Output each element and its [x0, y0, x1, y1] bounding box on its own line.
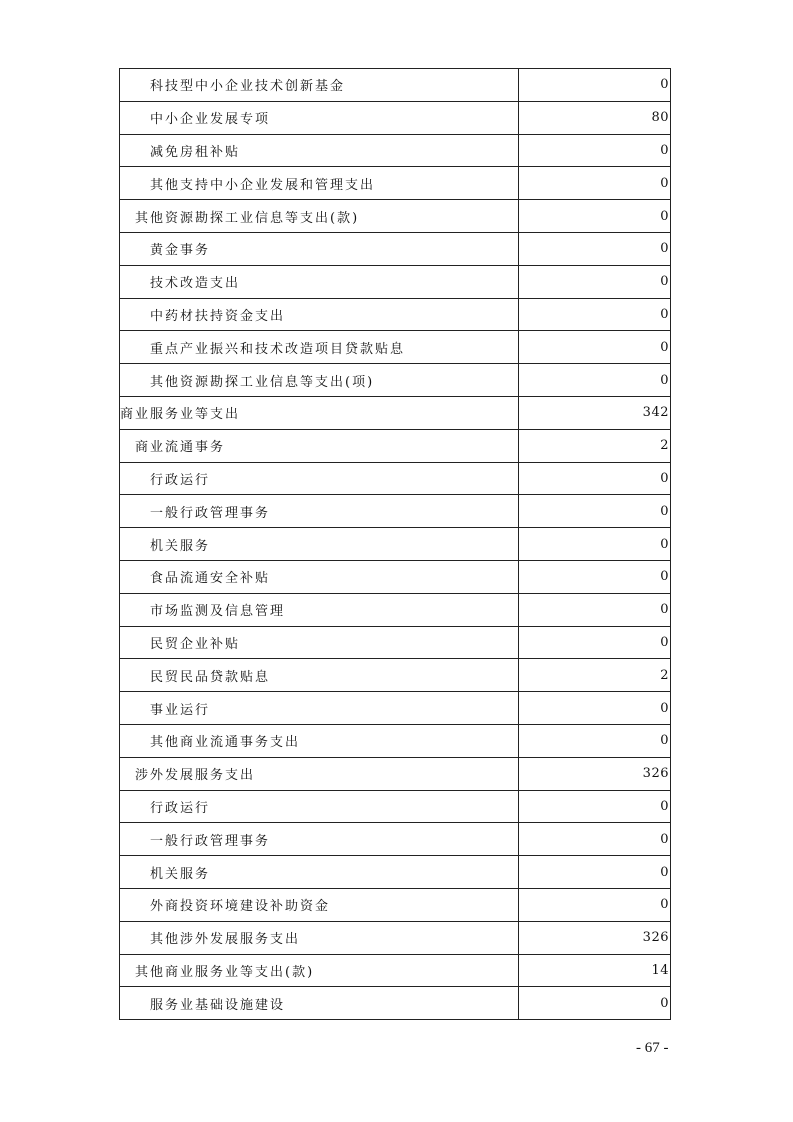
table-row	[120, 856, 671, 889]
item-name-cell: 事业运行	[120, 692, 519, 725]
item-name-cell: 中小企业发展专项	[120, 101, 519, 134]
table-row	[120, 560, 671, 593]
item-name-cell: 行政运行	[120, 790, 519, 823]
item-value-cell: 0	[519, 528, 671, 561]
item-value-cell: 0	[519, 69, 671, 102]
table-row	[120, 462, 671, 495]
item-value-cell: 342	[519, 396, 671, 429]
item-name-cell: 行政运行	[120, 462, 519, 495]
item-value-cell: 0	[519, 790, 671, 823]
item-value-cell: 0	[519, 134, 671, 167]
table-row	[120, 200, 671, 233]
item-value-cell: 0	[519, 232, 671, 265]
item-value-cell: 0	[519, 987, 671, 1020]
item-name-cell: 其他商业服务业等支出(款)	[120, 954, 519, 987]
item-name-cell: 外商投资环境建设补助资金	[120, 888, 519, 921]
item-value-cell: 0	[519, 560, 671, 593]
item-name-cell: 民贸民品贷款贴息	[120, 659, 519, 692]
budget-table	[119, 68, 671, 1020]
table-row	[120, 331, 671, 364]
table-row	[120, 888, 671, 921]
table-row	[120, 528, 671, 561]
table-row	[120, 954, 671, 987]
item-name-cell: 一般行政管理事务	[120, 495, 519, 528]
item-name-cell: 减免房租补贴	[120, 134, 519, 167]
item-name-cell: 民贸企业补贴	[120, 626, 519, 659]
item-value-cell: 0	[519, 364, 671, 397]
table-row	[120, 692, 671, 725]
item-name-cell: 商业服务业等支出	[120, 396, 519, 429]
item-name-cell: 其他资源勘探工业信息等支出(款)	[120, 200, 519, 233]
table-row	[120, 987, 671, 1020]
table-row	[120, 265, 671, 298]
item-name-cell: 中药材扶持资金支出	[120, 298, 519, 331]
table-body	[120, 69, 671, 1020]
table-row	[120, 298, 671, 331]
item-value-cell: 0	[519, 298, 671, 331]
item-value-cell: 0	[519, 331, 671, 364]
item-name-cell: 服务业基础设施建设	[120, 987, 519, 1020]
table-row	[120, 626, 671, 659]
item-value-cell: 80	[519, 101, 671, 134]
item-value-cell: 0	[519, 626, 671, 659]
item-name-cell: 技术改造支出	[120, 265, 519, 298]
item-value-cell: 0	[519, 724, 671, 757]
item-value-cell: 0	[519, 200, 671, 233]
table-row	[120, 167, 671, 200]
table-row	[120, 921, 671, 954]
item-name-cell: 其他资源勘探工业信息等支出(项)	[120, 364, 519, 397]
item-value-cell: 0	[519, 167, 671, 200]
item-name-cell: 商业流通事务	[120, 429, 519, 462]
page-number: - 67 -	[636, 1040, 669, 1056]
item-name-cell: 涉外发展服务支出	[120, 757, 519, 790]
table-row	[120, 790, 671, 823]
table-row	[120, 724, 671, 757]
item-name-cell: 食品流通安全补贴	[120, 560, 519, 593]
table-row	[120, 69, 671, 102]
item-value-cell: 0	[519, 265, 671, 298]
item-name-cell: 其他商业流通事务支出	[120, 724, 519, 757]
table-row	[120, 232, 671, 265]
table-row	[120, 495, 671, 528]
item-name-cell: 重点产业振兴和技术改造项目贷款贴息	[120, 331, 519, 364]
item-value-cell: 2	[519, 659, 671, 692]
table-row	[120, 659, 671, 692]
table-row	[120, 757, 671, 790]
item-name-cell: 科技型中小企业技术创新基金	[120, 69, 519, 102]
item-value-cell: 14	[519, 954, 671, 987]
table-row	[120, 823, 671, 856]
item-value-cell: 0	[519, 495, 671, 528]
item-name-cell: 黄金事务	[120, 232, 519, 265]
item-value-cell: 0	[519, 593, 671, 626]
item-value-cell: 0	[519, 856, 671, 889]
item-name-cell: 其他支持中小企业发展和管理支出	[120, 167, 519, 200]
item-value-cell: 0	[519, 462, 671, 495]
item-name-cell: 其他涉外发展服务支出	[120, 921, 519, 954]
item-value-cell: 326	[519, 757, 671, 790]
table-row	[120, 134, 671, 167]
item-value-cell: 326	[519, 921, 671, 954]
table-row	[120, 364, 671, 397]
item-name-cell: 一般行政管理事务	[120, 823, 519, 856]
item-value-cell: 0	[519, 823, 671, 856]
table-row	[120, 101, 671, 134]
item-name-cell: 市场监测及信息管理	[120, 593, 519, 626]
item-name-cell: 机关服务	[120, 528, 519, 561]
item-value-cell: 0	[519, 692, 671, 725]
table-row	[120, 429, 671, 462]
item-name-cell: 机关服务	[120, 856, 519, 889]
item-value-cell: 0	[519, 888, 671, 921]
item-value-cell: 2	[519, 429, 671, 462]
table-row	[120, 396, 671, 429]
table-row	[120, 593, 671, 626]
